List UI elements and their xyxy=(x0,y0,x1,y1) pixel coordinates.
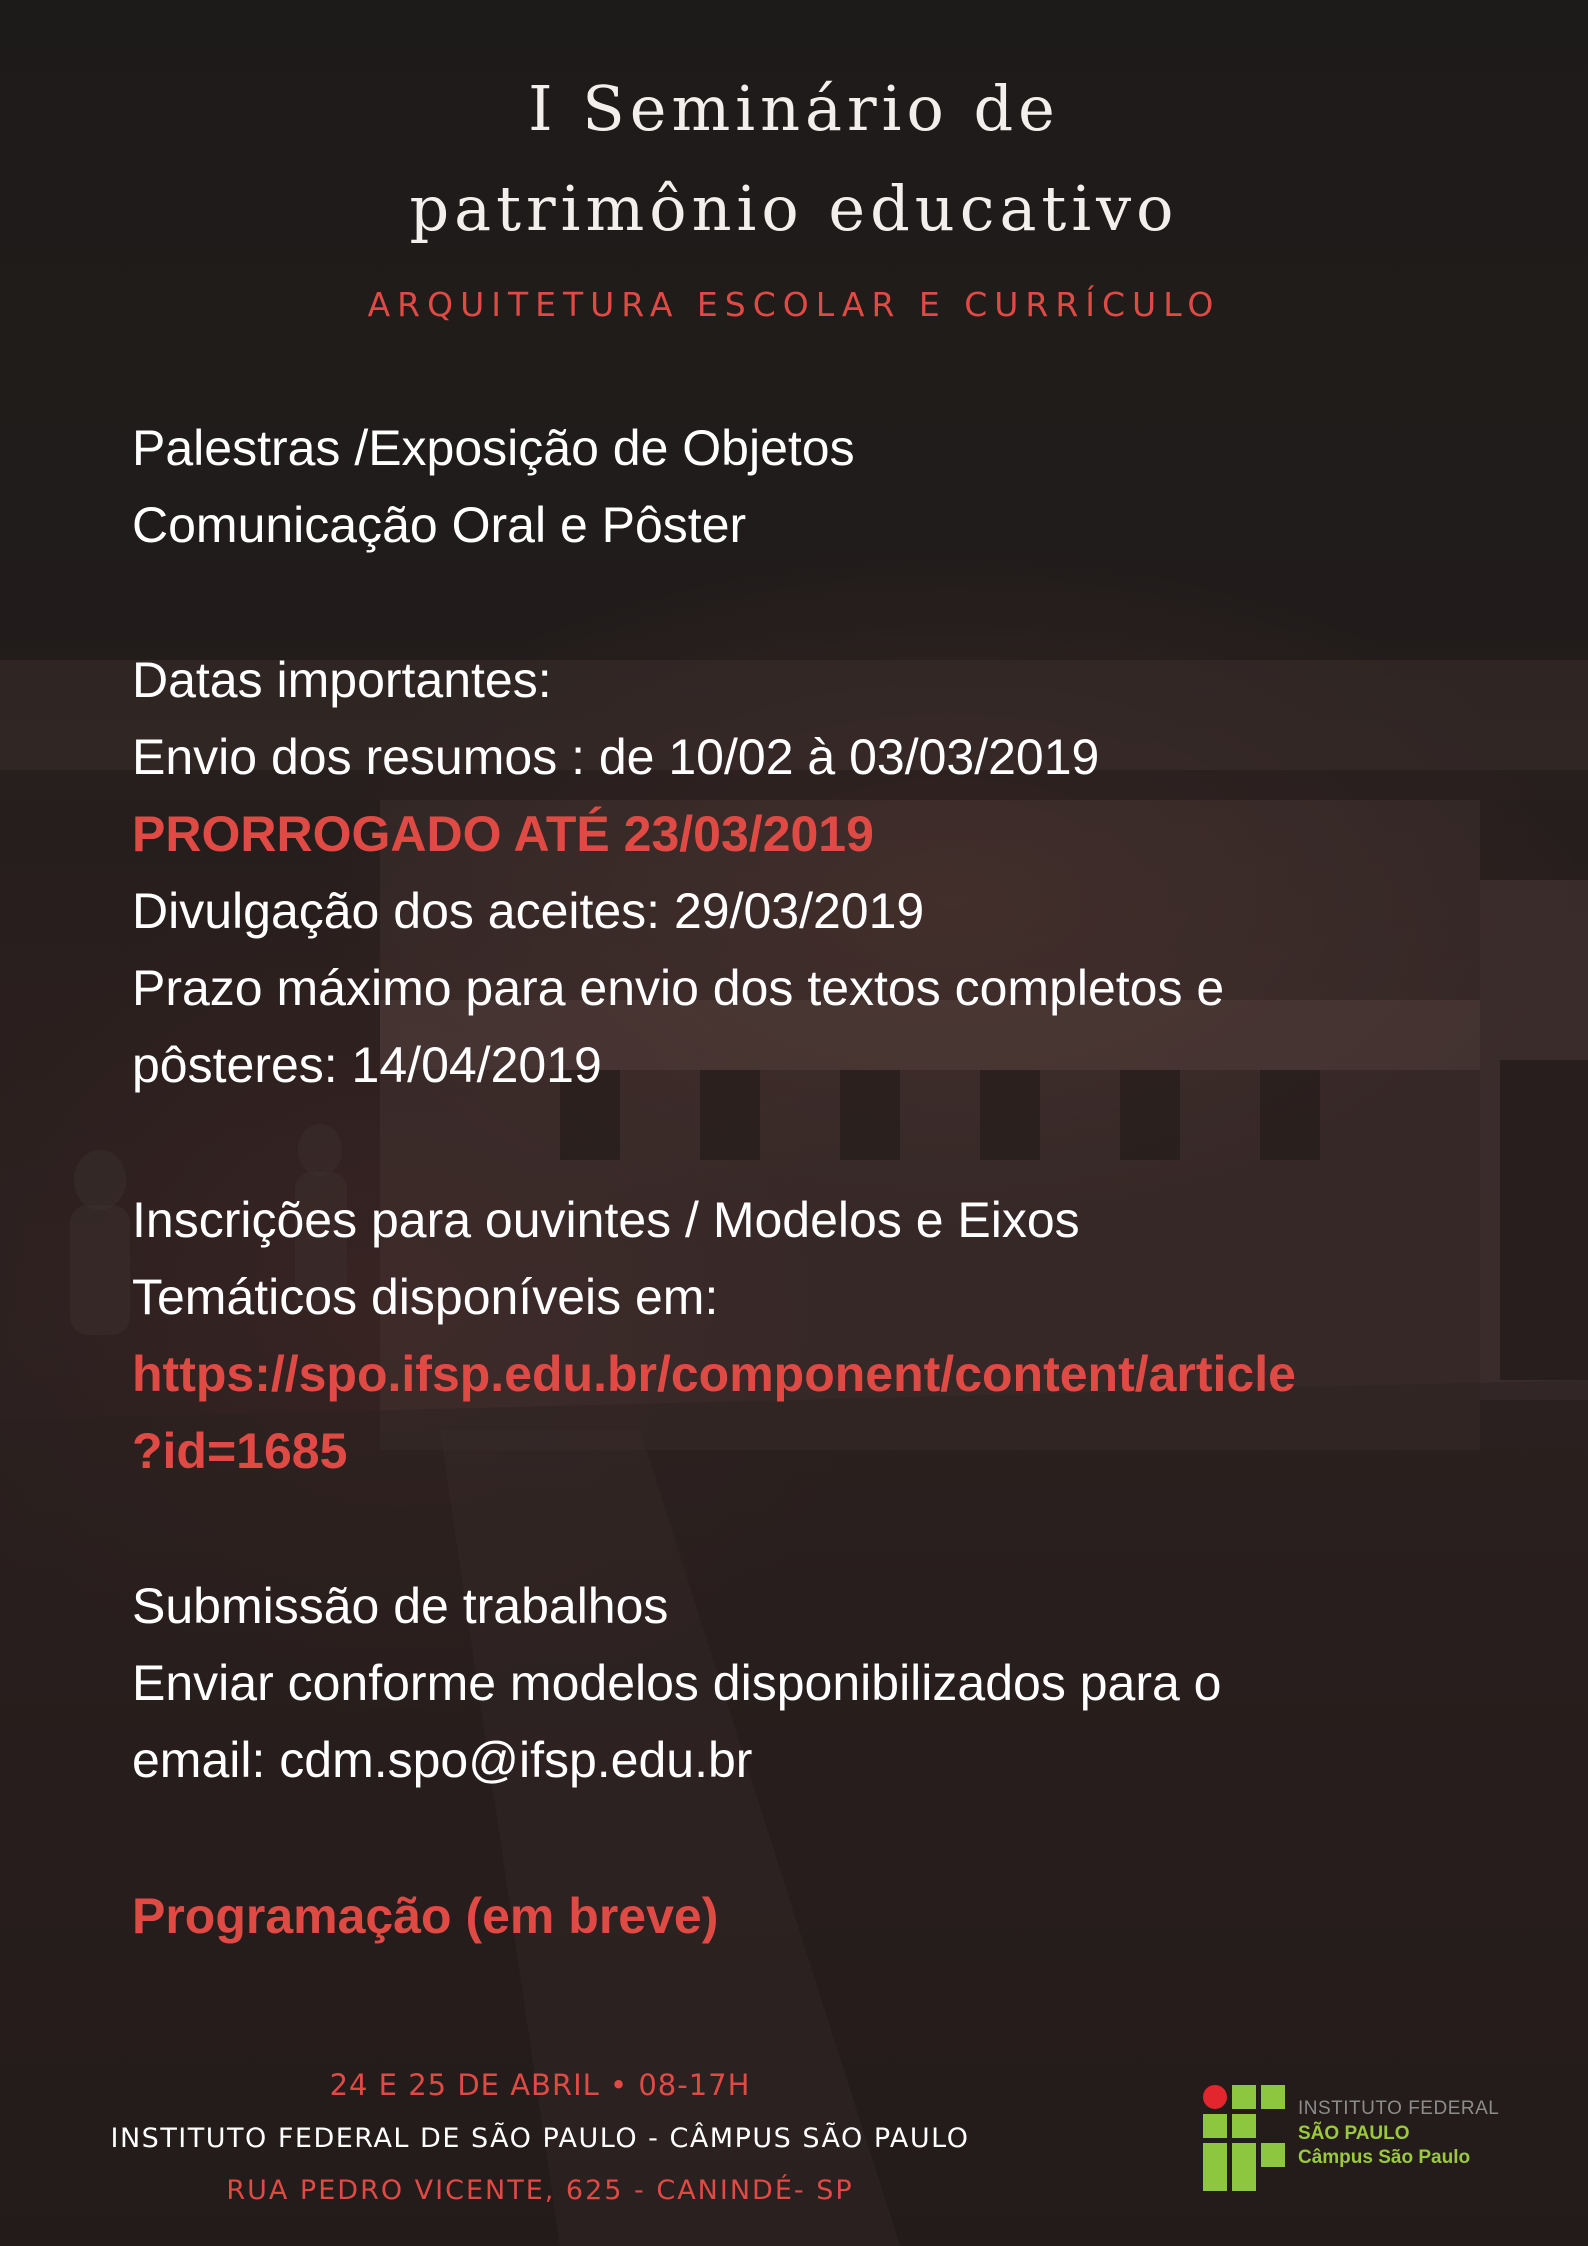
abstracts-dates: Envio dos resumos : de 10/02 à 03/03/2019 xyxy=(132,729,1100,785)
program-soon: Programação (em breve) xyxy=(132,1888,719,1944)
full-text-deadline-line-2: pôsteres: 14/04/2019 xyxy=(132,1037,602,1093)
registration-link-line-1[interactable]: https://spo.ifsp.edu.br/component/content/article xyxy=(132,1346,1296,1402)
deadline-extension: PRORROGADO ATÉ 23/03/2019 xyxy=(132,806,874,862)
registration-link-line-2[interactable]: ?id=1685 xyxy=(132,1423,348,1479)
logo-line-3: Câmpus São Paulo xyxy=(1298,2147,1471,2168)
ifsp-logo-text xyxy=(1298,2099,1499,2172)
activities-line-2: Comunicação Oral e Pôster xyxy=(132,497,747,553)
full-text-deadline-line-1: Prazo máximo para envio dos textos completos e xyxy=(132,960,1225,1016)
submission-heading: Submissão de trabalhos xyxy=(132,1578,669,1634)
event-address: RUA PEDRO VICENTE, 625 - CANINDÉ- SP xyxy=(226,2175,854,2206)
dates-heading: Datas importantes: xyxy=(132,652,552,708)
submission-email: email: cdm.spo@ifsp.edu.br xyxy=(132,1732,753,1788)
ifsp-logo-grid-icon xyxy=(1203,2085,1289,2191)
registration-line-1: Inscrições para ouvintes / Modelos e Eixos xyxy=(132,1192,1080,1248)
institution-name: INSTITUTO FEDERAL DE SÃO PAULO - CÂMPUS SÃO PAULO xyxy=(110,2123,970,2154)
activities-line-1: Palestras /Exposição de Objetos xyxy=(132,420,855,476)
ifsp-logo xyxy=(1203,2085,1503,2195)
seminar-title-line-1: I Seminário de xyxy=(528,72,1060,145)
seminar-subtitle: ARQUITETURA ESCOLAR E CURRÍCULO xyxy=(367,285,1221,324)
acceptance-date: Divulgação dos aceites: 29/03/2019 xyxy=(132,883,925,939)
event-date-time: 24 E 25 DE ABRIL • 08-17H xyxy=(329,2068,751,2102)
seminar-title-line-2: patrimônio educativo xyxy=(409,172,1179,245)
registration-line-2: Temáticos disponíveis em: xyxy=(132,1269,719,1325)
submission-line-1: Enviar conforme modelos disponibilizados para o xyxy=(132,1655,1222,1711)
logo-line-2: SÃO PAULO xyxy=(1298,2123,1410,2144)
logo-line-1: INSTITUTO FEDERAL xyxy=(1298,2098,1500,2119)
